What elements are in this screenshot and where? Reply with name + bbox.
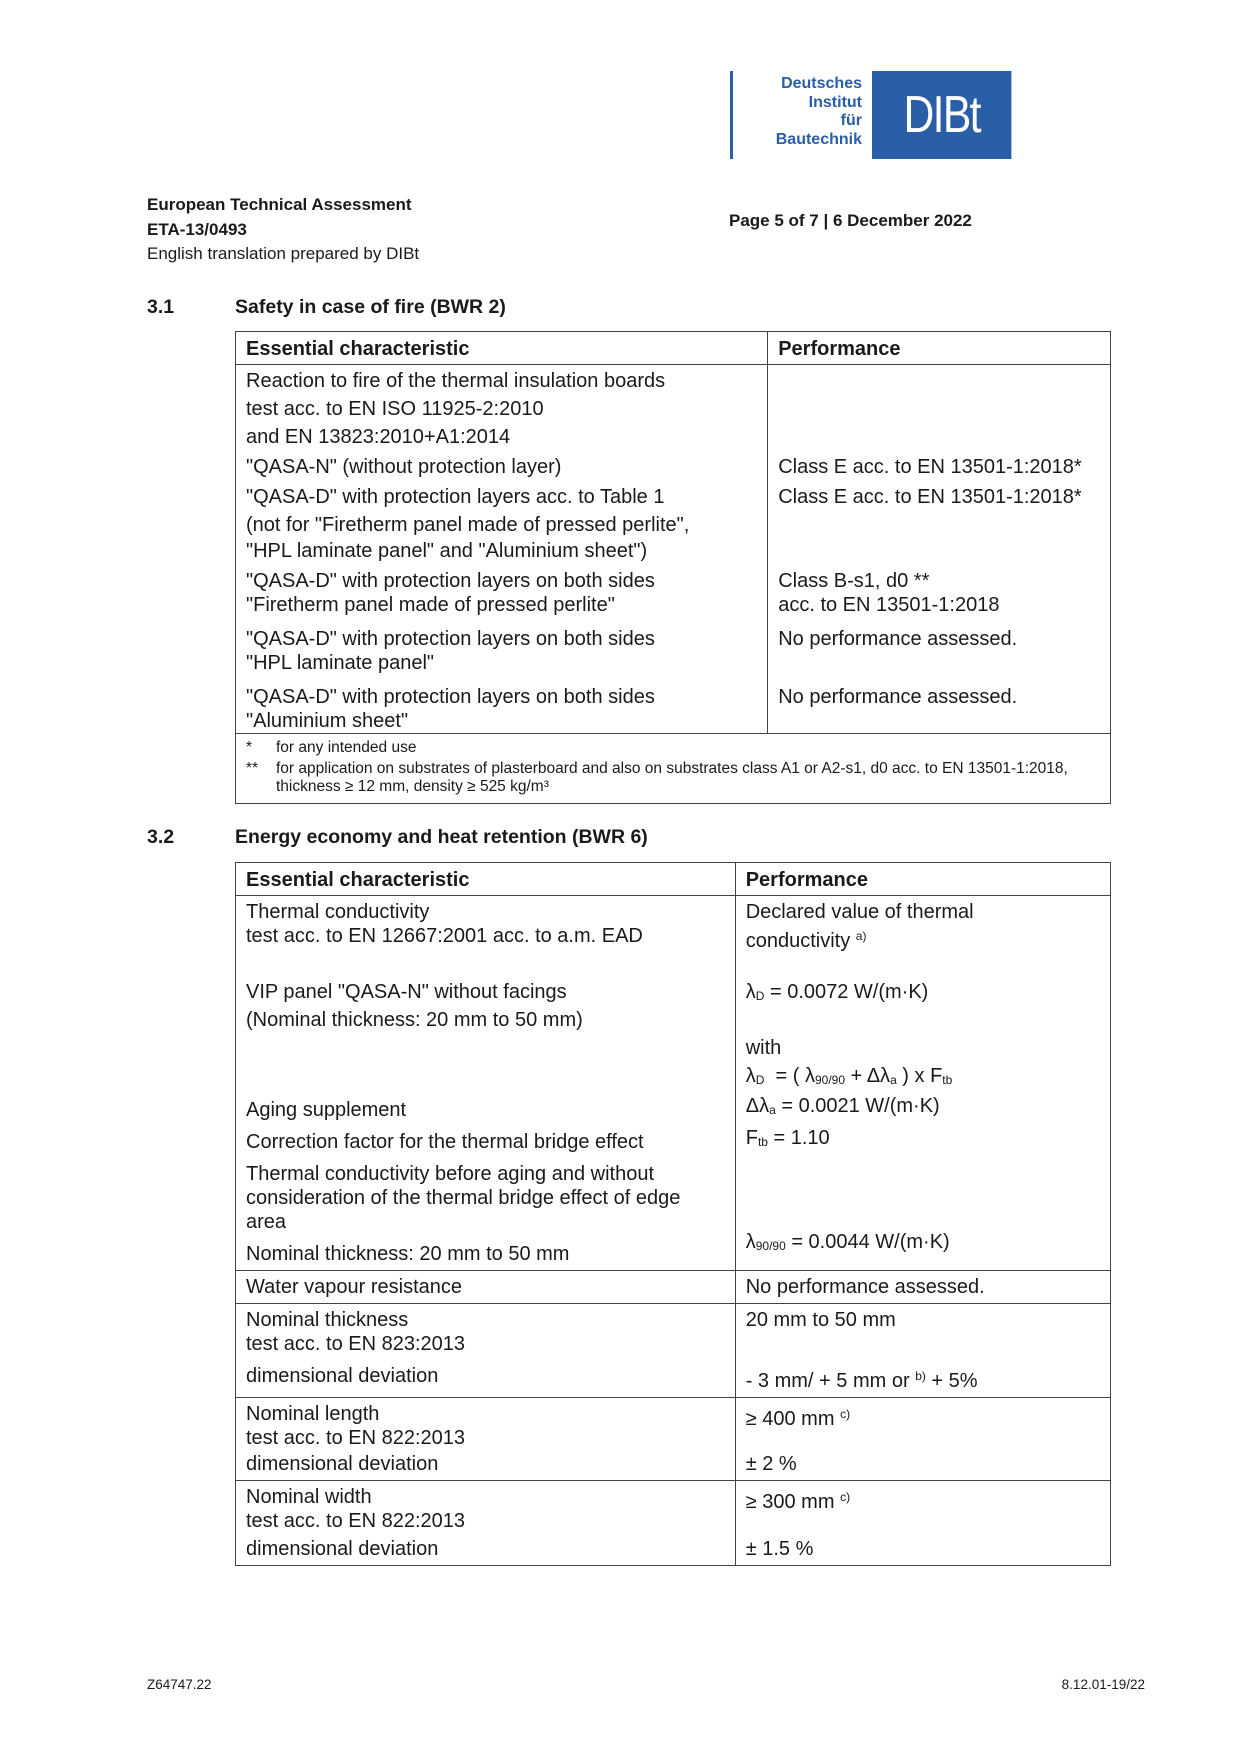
notes-row bbox=[236, 734, 1111, 804]
footer-left: Z64747.22 bbox=[147, 1677, 212, 1692]
column-header: Performance bbox=[735, 863, 1110, 896]
performance-cell: ≥ 300 mm $^{c)}$ ± 1.5 % bbox=[735, 1481, 1110, 1566]
table-row bbox=[236, 1398, 1111, 1481]
performance-cell: Declared value of thermal conductivity $^{a)}$ $\lambda_D = 0.0072$ W/(m·K) with $\lambda_D$ = ( $\lambda_{90/90} + \Delta\lambda_a$ ) x $F_{tb}$ $\Delta\lambda_a = 0.0021$ W/(m·K) $F_{tb} = 1.10$ $\lambda_{90/90} = 0.0044$ W/(m·K) bbox=[735, 896, 1110, 1271]
footnotes bbox=[236, 734, 1111, 804]
characteristic-cell: Reaction to fire of the thermal insulation boards test acc. to EN ISO 11925-2:2010 and EN 13823:2010+A1:2014 "QASA-N" (without protection layer) "QASA-D" with protection layers acc. to Table 1 (not for "Firetherm panel made of pressed perlite", "HPL laminate panel" and "Aluminium sheet") "QASA-D" with protection layers on both sides "Firetherm panel made of pressed perlite" "QASA-D" with protection layers on both sides "HPL laminate panel" "QASA-D" with protection layers on both sides "Aluminium sheet" bbox=[236, 365, 768, 734]
page-info: Page 5 of 7 | 6 December 2022 bbox=[729, 211, 972, 230]
performance-cell: 20 mm to 50 mm - 3 mm/ + 5 mm or $^{b)}$ + 5% bbox=[735, 1304, 1110, 1398]
column-header: Performance bbox=[768, 332, 1111, 365]
translation-note: English translation prepared by DIBt bbox=[147, 244, 420, 263]
column-header: Essential characteristic bbox=[236, 332, 768, 365]
performance-cell: ≥ 400 mm $^{c)}$ ± 2 % bbox=[735, 1398, 1110, 1481]
document-header bbox=[147, 193, 419, 267]
table-header-row bbox=[236, 332, 1111, 365]
characteristic-cell: Nominal length test acc. to EN 822:2013 dimensional deviation bbox=[236, 1398, 736, 1481]
dibt-logo-text: Deutsches Institut für Bautechnik bbox=[775, 75, 862, 148]
characteristic-cell: Thermal conductivity test acc. to EN 12667:2001 acc. to a.m. EAD VIP panel "QASA-N" without facings (Nominal thickness: 20 mm to 50 mm) Aging supplement Correction factor for the thermal bridge effect Thermal conductivity before aging and without consideration of the thermal bridge effect of edge area Nominal thickness: 20 mm to 50 mm bbox=[236, 896, 736, 1271]
footer-right: 8.12.01-19/22 bbox=[1061, 1677, 1145, 1692]
eta-number: ETA-13/0493 bbox=[147, 219, 247, 239]
footnote: ** for application on substrates of plasterboard and also on substrates class A1 or A2-s1, d0 acc. to EN 13501-1:2018, thickness ≥ 12 mm, density ≥ 525 kg/m³ bbox=[246, 760, 1068, 795]
table-row bbox=[236, 1304, 1111, 1398]
section-number: 3.2 bbox=[147, 826, 175, 848]
characteristic-cell: Nominal width test acc. to EN 822:2013 dimensional deviation bbox=[236, 1481, 736, 1566]
table-row bbox=[236, 1481, 1111, 1566]
table-row bbox=[236, 365, 1111, 734]
table-row bbox=[236, 896, 1111, 1271]
section-title: Safety in case of fire (BWR 2) bbox=[235, 296, 506, 318]
document-title: European Technical Assessment bbox=[147, 195, 412, 214]
footnote: * for any intended use bbox=[246, 739, 417, 756]
column-header: Essential characteristic bbox=[236, 863, 736, 896]
characteristic-cell: Water vapour resistance bbox=[236, 1271, 736, 1304]
energy-table bbox=[235, 862, 1111, 1566]
characteristic-cell: Nominal thickness test acc. to EN 823:2013 dimensional deviation bbox=[236, 1304, 736, 1398]
table-header-row bbox=[236, 863, 1111, 896]
table-row bbox=[236, 1271, 1111, 1304]
section-number: 3.1 bbox=[147, 296, 175, 318]
dibt-logo-mark: DIBt bbox=[872, 71, 1011, 159]
performance-cell: Class E acc. to EN 13501-1:2018* Class E acc. to EN 13501-1:2018* Class B-s1, d0 ** acc. to EN 13501-1:2018 No performance assessed. No performance assessed. bbox=[768, 365, 1111, 734]
fire-safety-table bbox=[235, 331, 1111, 804]
performance-cell: No performance assessed. bbox=[735, 1271, 1110, 1304]
logo-divider bbox=[730, 71, 733, 159]
section-title: Energy economy and heat retention (BWR 6) bbox=[235, 826, 648, 848]
